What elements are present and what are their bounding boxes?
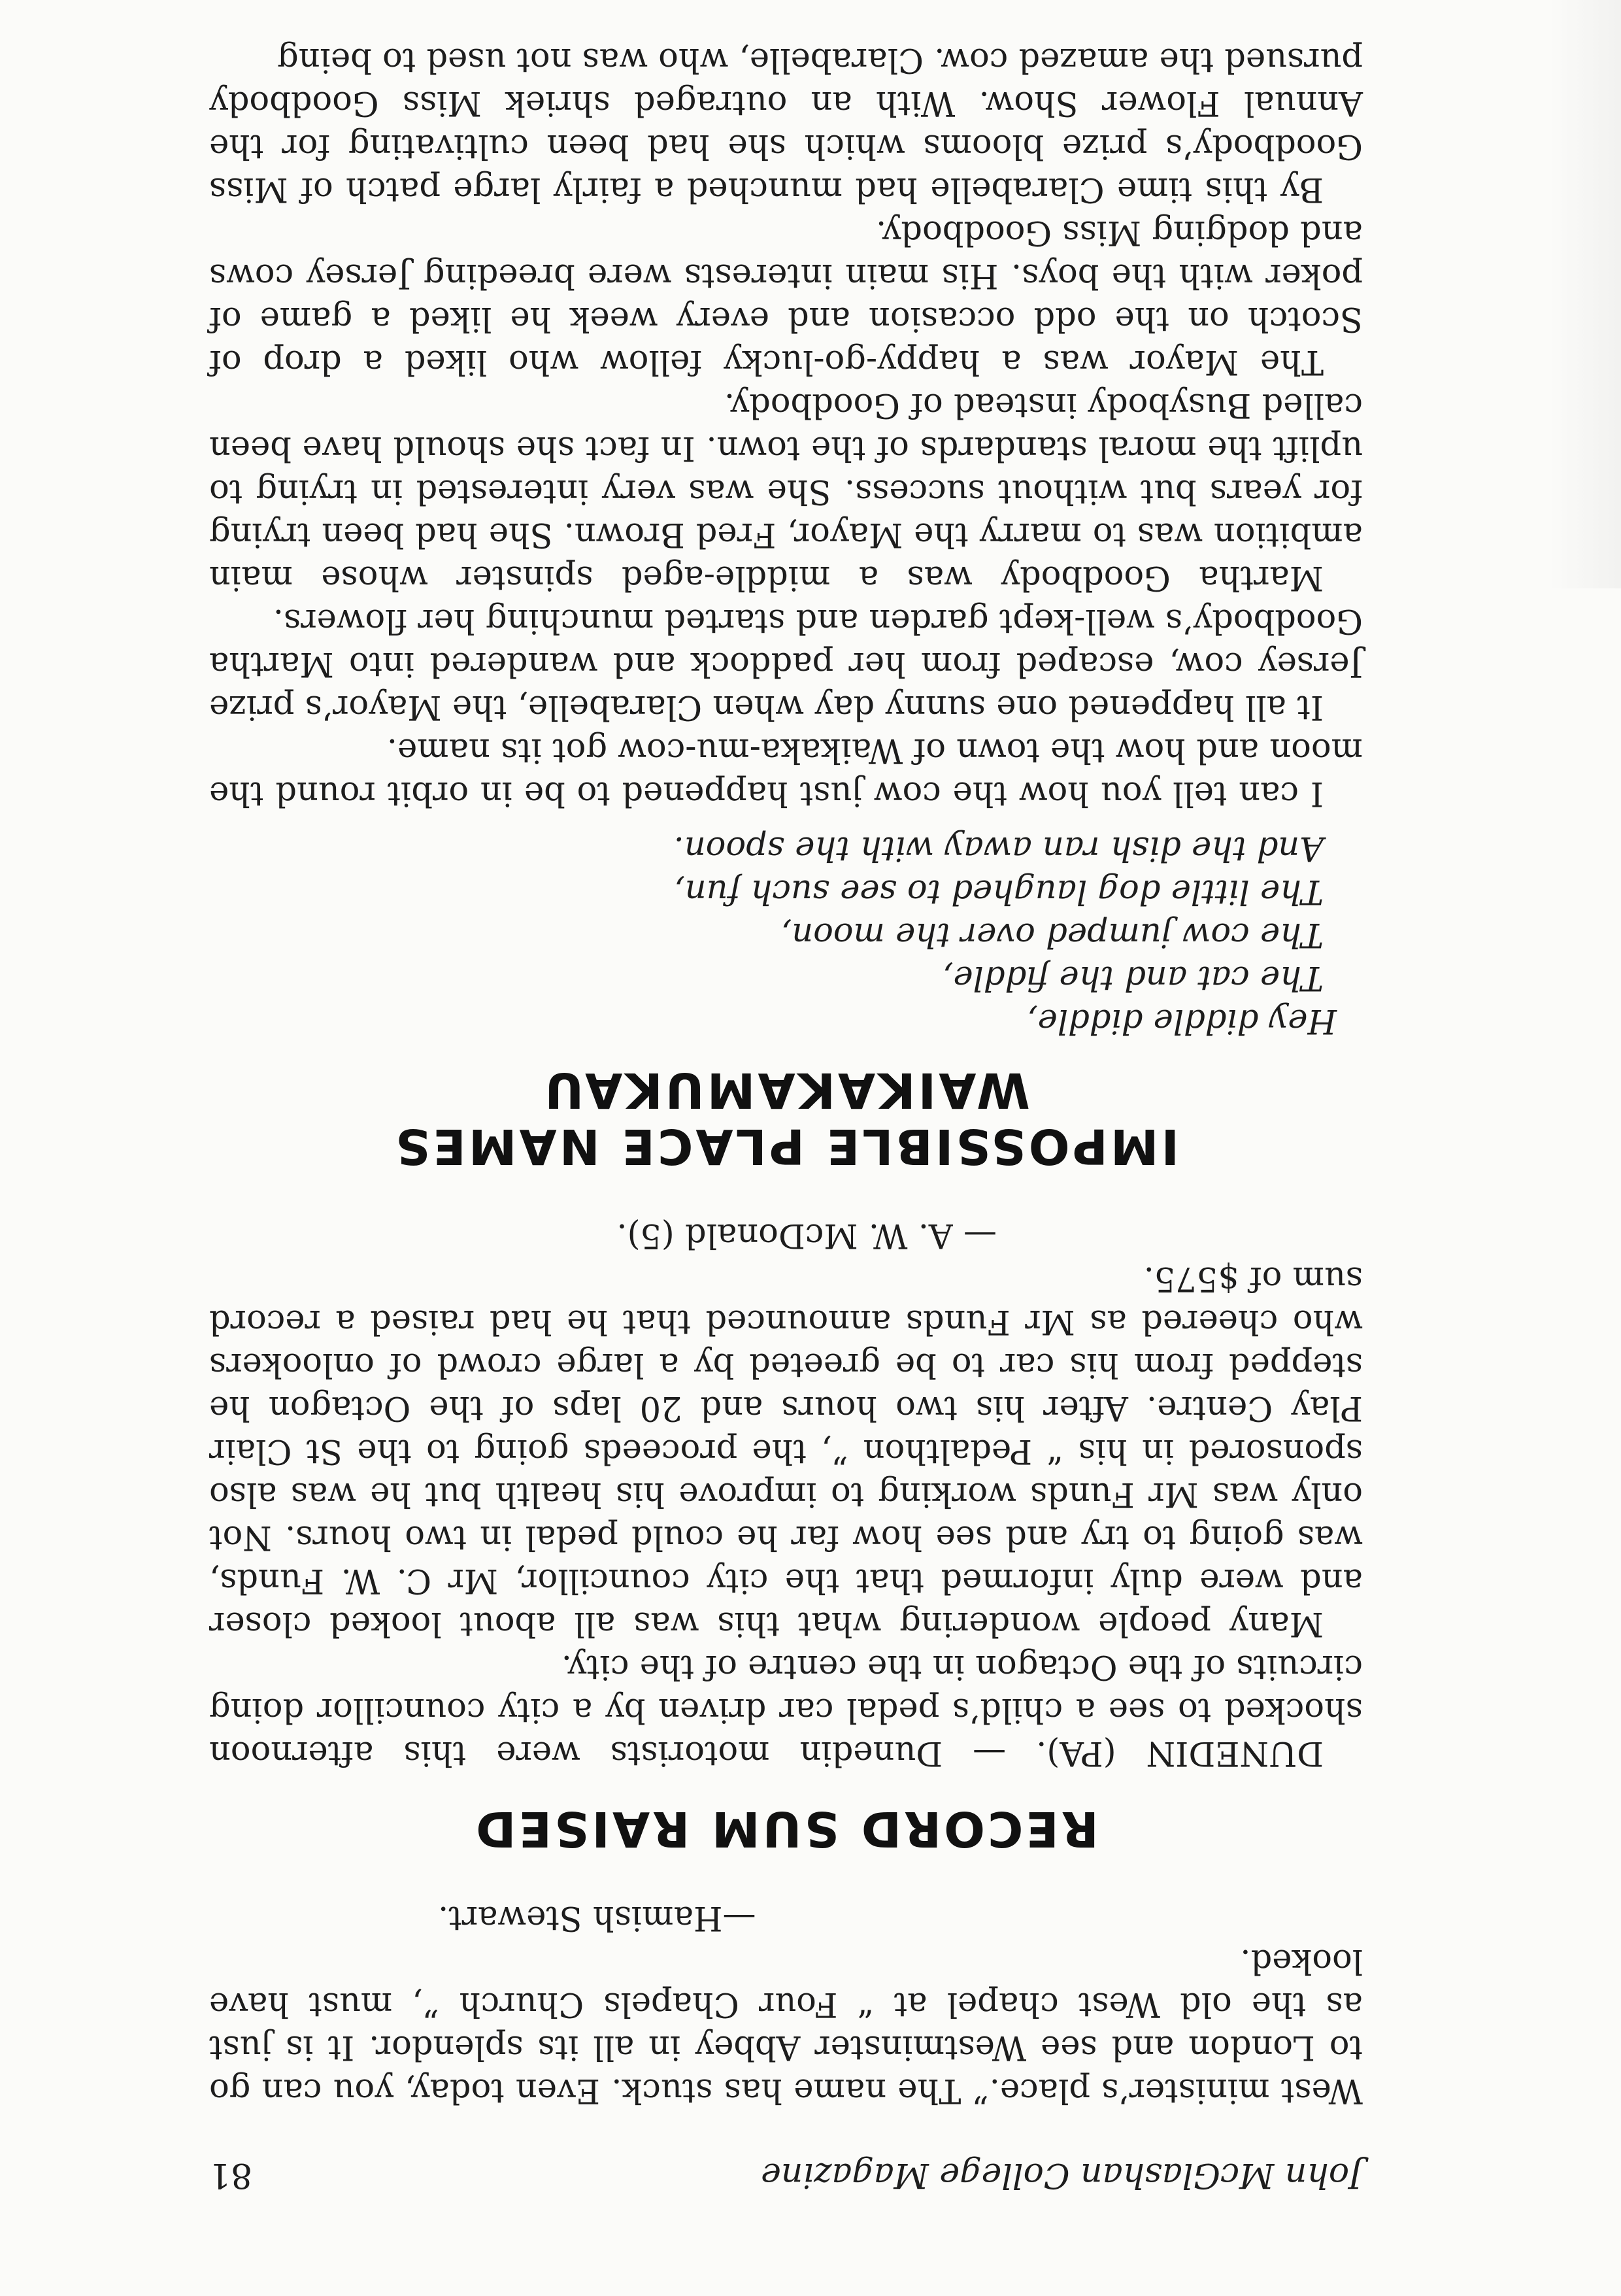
article1-signature: — A. W. McDonald (5). <box>616 1216 997 1255</box>
article2-paragraph-4: The Mayor was a happy-go-lucky fellow who liked a drop of Scotch on the odd occasion and every week he liked a game of poker with the boys. His main interests were breeding Jersey cows and dodging Miss Goodbody. <box>209 213 1363 381</box>
page-number: 81 <box>209 2155 253 2195</box>
verse-line: The cat and the fiddle, <box>943 958 1324 997</box>
intro-paragraph: West minister’s place.” The name has stuck. Even today, you can go to London and see Westminster Abbey in all its splendor. It is just as the old West chapel at “ Four Chapels Church ”, must have looked. <box>209 1942 1363 2110</box>
running-header <box>209 2144 1363 2197</box>
article2-paragraph-5: By this time Clarabelle had munched a fairly large patch of Miss Goodbody’s prize blooms which she had been cultivating for the Annual Flower Show. With an outraged shriek Miss Goodbody pursued the amazed cow. Clarabelle, who was not used to being <box>209 41 1363 209</box>
verse-line: And the dish ran away with the spoon. <box>673 829 1324 868</box>
magazine-title: John McGlashan College Magazine <box>761 2155 1363 2195</box>
article2-paragraph-2: It all happened one sunny day when Clarabelle, the Mayor’s prize Jersey cow, escaped from her paddock and wandered into Martha Goodbody’s well-kept garden and started munching her flowers. <box>209 601 1363 726</box>
article2-paragraph-1: I can tell you how the cow just happened to be in orbit round the moon and how the town of Waikaka-mu-cow got its name. <box>209 731 1363 813</box>
page-content <box>209 38 1363 2197</box>
article1-paragraph-2: Many people wondering what this was all about looked closer and were duly informed that the city councillor, Mr C. W. Funds, was going to try and see how far he could pedal in two hours. Not only was Mr Funds working to improve his health but he was also sponsored in his “ Pedalthon ”, the proceeds going to the St Clair Play Centre. After his two hours and 20 laps of the Octagon he stepped from his car to be greeted by a large crowd of onlookers who cheered as Mr Funds announced that he had raised a record sum of $575. <box>209 1259 1363 1643</box>
article-title-record-sum: RECORD SUM RAISED <box>473 1800 1099 1857</box>
verse-line: Hey diddle diddle, <box>1027 1002 1337 1040</box>
article2-title: IMPOSSIBLE PLACE NAMES <box>393 1118 1179 1174</box>
article-title-impossible-place-names <box>209 1062 1363 1174</box>
intro-signature: —Hamish Stewart. <box>438 1899 756 1937</box>
verse-line: The cow jumped over the moon, <box>781 915 1324 954</box>
article2-subtitle: WAIKAKAMUKAU <box>542 1062 1030 1118</box>
verse-line: The little dog laughed to see such fun, <box>674 872 1324 911</box>
article2-paragraph-3: Martha Goodbody was a middle-aged spinster whose main ambition was to marry the Mayor, Fred Brown. She had been trying for years but without success. She was very interested in trying to uplift the moral standards of the town. In fact she should have been called Busybody instead of Goodbody. <box>209 386 1363 597</box>
nursery-rhyme <box>209 826 1363 1042</box>
article1-paragraph-1: DUNEDIN (PA). — Dunedin motorists were this afternoon shocked to see a child’s pedal car driven by a city councillor doing circuits of the Octagon in the centre of the city. <box>209 1647 1363 1772</box>
